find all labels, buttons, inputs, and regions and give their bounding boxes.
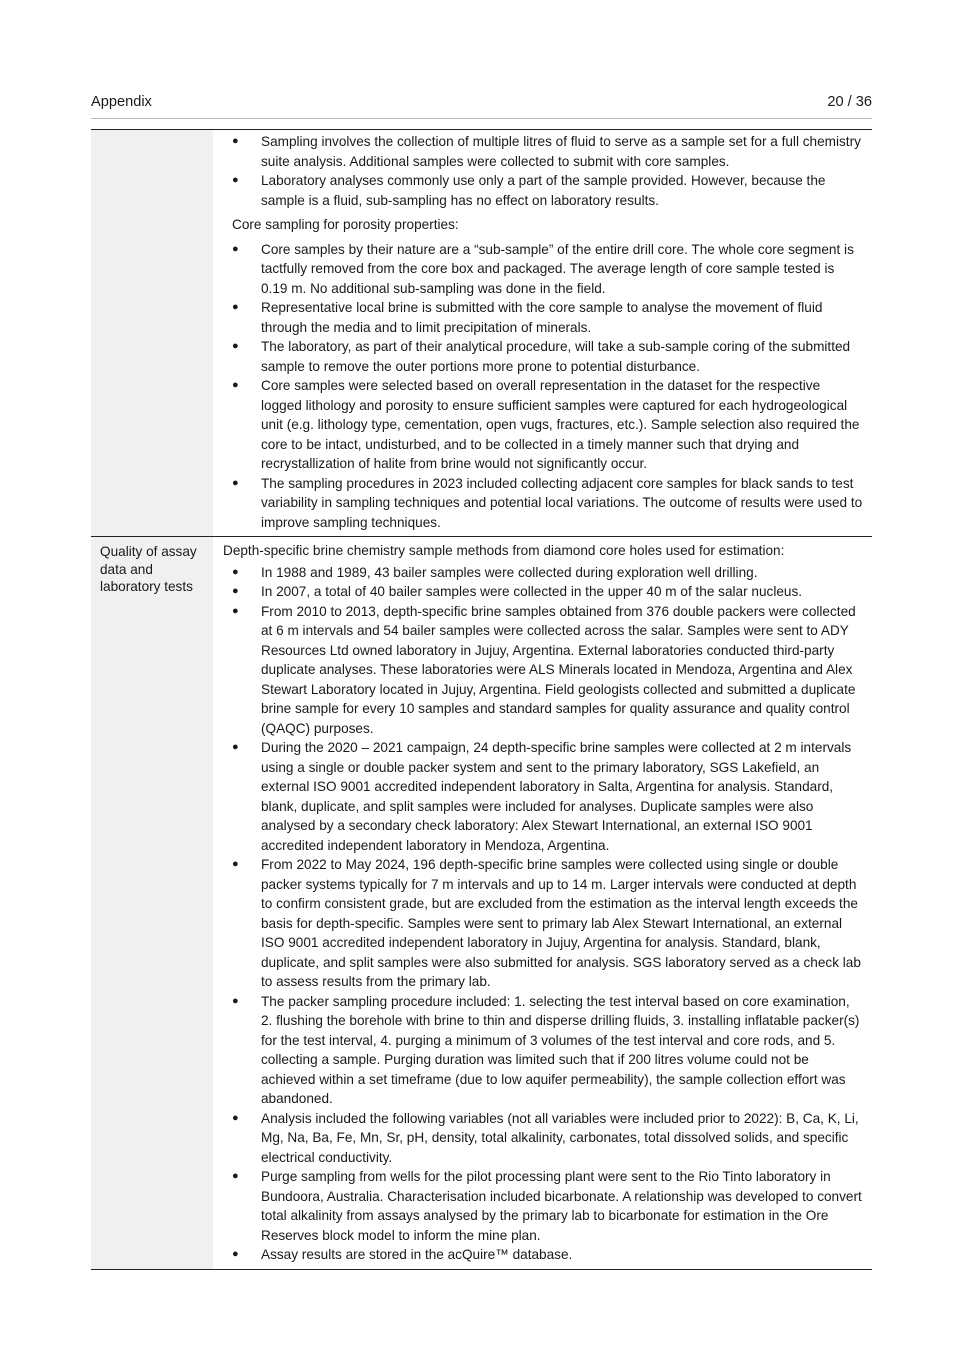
- list-item: [223, 582, 864, 602]
- list-item: [223, 992, 864, 1109]
- list-item-text: The laboratory, as part of their analytical procedure, will take a sub-sample coring of the submitted sample to remove the outer portions more prone to potential disturbance.: [261, 339, 851, 374]
- header-divider: [91, 118, 872, 119]
- list-item: [223, 1245, 864, 1265]
- bullet-list: [223, 132, 864, 210]
- list-item-text: Core samples were selected based on overall representation in the dataset for the respective logged lithology and porosity to ensure sufficient samples were captured for each hydrogeological unit (e.g. lithology type, cementation, open vugs, fractures, etc.). Sample selection also required the core to be intact, undisturbed, and to be collected in a timely manner such that drying and recrystallization of halite from brine would not significantly occur.: [261, 378, 860, 471]
- bullet-icon: ●: [232, 858, 239, 870]
- list-item: [223, 563, 864, 583]
- list-item-text: Laboratory analyses commonly use only a part of the sample provided. However, because the sample is a fluid, sub-sampling has no effect on laboratory results.: [261, 173, 826, 208]
- list-item: [223, 1109, 864, 1168]
- list-item: [223, 474, 864, 533]
- bullet-icon: ●: [232, 604, 239, 617]
- bullet-icon: ●: [232, 242, 239, 255]
- list-item-text: Analysis included the following variables (not all variables were included prior to 2022): B, Ca, K, Li, Mg, Na, Ba, Fe, Mn, Sr, pH, density, total alkalinity, carbonates, total dissolved solids, and specific electrical conductivity.: [261, 1110, 859, 1165]
- list-item-text: In 2007, a total of 40 bailer samples were collected in the upper 40 m of the salar nucleus.: [261, 584, 803, 599]
- row-label: Quality of assay data and laboratory tests: [91, 537, 213, 1269]
- list-item: [223, 298, 864, 337]
- jorc-table: [91, 129, 872, 1270]
- bullet-list: [223, 563, 864, 1265]
- list-item: [223, 240, 864, 299]
- list-item: [223, 376, 864, 474]
- subheading: Core sampling for porosity properties:: [232, 217, 459, 232]
- list-item: [223, 738, 864, 855]
- list-item-text: Purge sampling from wells for the pilot processing plant were sent to the Rio Tinto laboratory in Bundoora, Australia. Characterisation included bicarbonate. A relationship was developed to convert total alkalinity from assays analysed by the primary lab to bicarbonate for estimation in the Ore Reserves block model to inform the mine plan.: [261, 1169, 862, 1243]
- table-row-quality-of-assay: [91, 536, 872, 1269]
- bullet-icon: ●: [232, 994, 239, 1007]
- list-item-text: The sampling procedures in 2023 included collecting adjacent core samples for black sands to test variability in sampling techniques and potential local variations. The outcome of results were used to improve sampling techniques.: [261, 475, 863, 530]
- row-content: [213, 130, 872, 536]
- bullet-icon: ●: [232, 301, 239, 313]
- bullet-icon: ●: [232, 379, 239, 391]
- list-item-text: Assay results are stored in the acQuire™ database.: [261, 1247, 573, 1262]
- list-item: [223, 602, 864, 739]
- list-item-text: In 1988 and 1989, 43 bailer samples were collected during exploration well drilling.: [261, 564, 758, 580]
- list-item-text: During the 2020 – 2021 campaign, 24 depth-specific brine samples were collected at 2 m intervals using a single or double packer system and sent to the primary laboratory, SGS Lakefield, an external ISO 9001 accredited independent laboratory in Salta, Argentina for analysis. Standard, blank, duplicate, and split samples were included for analyses. Duplicate samples were also analysed by a secondary check laboratory: Alex Stewart International, an external ISO 9001 accredited independent laboratory in Mendoza, Argentina.: [261, 740, 852, 853]
- bullet-icon: ●: [232, 1111, 239, 1124]
- list-item-text: From 2010 to 2013, depth-specific brine samples obtained from 376 double packers were collected at 6 m intervals and 54 bailer samples were collected across the salar. Samples were sent to ADY Resources Ltd owned laboratory in Jujuy, Argentina. External laboratories conducted third-party duplicate analyses. These laboratories were ALS Minerals located in Mendoza, Argentina and Alex Stewart Laboratory located in Jujuy, Argentina. Field geologists collected and submitted a duplicate brine sample for every 10 samples and standard samples for quality assurance and quality control (QAQC) purposes.: [261, 603, 856, 736]
- page-number: 20 / 36: [827, 94, 872, 110]
- bullet-icon: ●: [232, 585, 239, 597]
- row-content: [213, 537, 872, 1269]
- bullet-icon: ●: [232, 565, 239, 578]
- bullet-icon: ●: [232, 340, 239, 352]
- bullet-icon: ●: [232, 135, 239, 147]
- intro-text: Depth-specific brine chemistry sample methods from diamond core holes used for estimation:: [223, 543, 785, 558]
- list-item: [223, 132, 864, 171]
- list-item-text: The packer sampling procedure included: 1. selecting the test interval based on core examination, 2. flushing the borehole with brine to thin and disperse drilling fluids, 3. installing inflatable packer(s) for the test interval, 4. purging a minimum of 3 volumes of the test interval and core rods, and 5. collecting a sample. Purging duration was limited such that if 200 litres volume could not be achieved within a set timeframe (due to low aquifer permeability), the sample collection effort was abandoned.: [261, 993, 860, 1106]
- list-item: [223, 855, 864, 992]
- list-item-text: From 2022 to May 2024, 196 depth-specific brine samples were collected using single or double packer systems typically for 7 m intervals and up to 14 m. Larger intervals were conducted at depth to confirm consistent grade, but are excluded from the estimation as the interval length exceeds the basis for depth-specific. Samples were sent to primary lab Alex Stewart International, an external ISO 9001 accredited independent laboratory in Jujuy, Argentina for analysis. Standard, blank, duplicate, and split samples were also submitted for analysis. SGS laboratory served as a check lab to assess results from the primary lab.: [261, 857, 861, 989]
- bullet-list: [223, 240, 864, 533]
- bullet-icon: ●: [232, 1248, 239, 1260]
- section-title: Appendix: [91, 94, 152, 110]
- bullet-icon: ●: [232, 174, 239, 186]
- list-item: [223, 171, 864, 210]
- list-item: [223, 1167, 864, 1245]
- bullet-icon: ●: [232, 741, 239, 753]
- bullet-icon: ●: [232, 1170, 239, 1182]
- list-item-text: Representative local brine is submitted with the core sample to analyse the movement of fluid through the media and to limit precipitation of minerals.: [261, 300, 823, 335]
- list-item-text: Sampling involves the collection of multiple litres of fluid to serve as a sample set for a full chemistry suite analysis. Additional samples were collected to submit with core samples.: [261, 134, 861, 169]
- row-label: [91, 130, 213, 536]
- list-item-text: Core samples by their nature are a “sub-sample” of the entire drill core. The whole core segment is tactfully removed from the core box and packaged. The average length of core sample tested is 0.19 m. No additional sub-sampling was done in the field.: [261, 241, 854, 296]
- bullet-icon: ●: [232, 476, 239, 489]
- page-header: [91, 92, 872, 112]
- table-row-sampling: [91, 130, 872, 536]
- list-item: [223, 337, 864, 376]
